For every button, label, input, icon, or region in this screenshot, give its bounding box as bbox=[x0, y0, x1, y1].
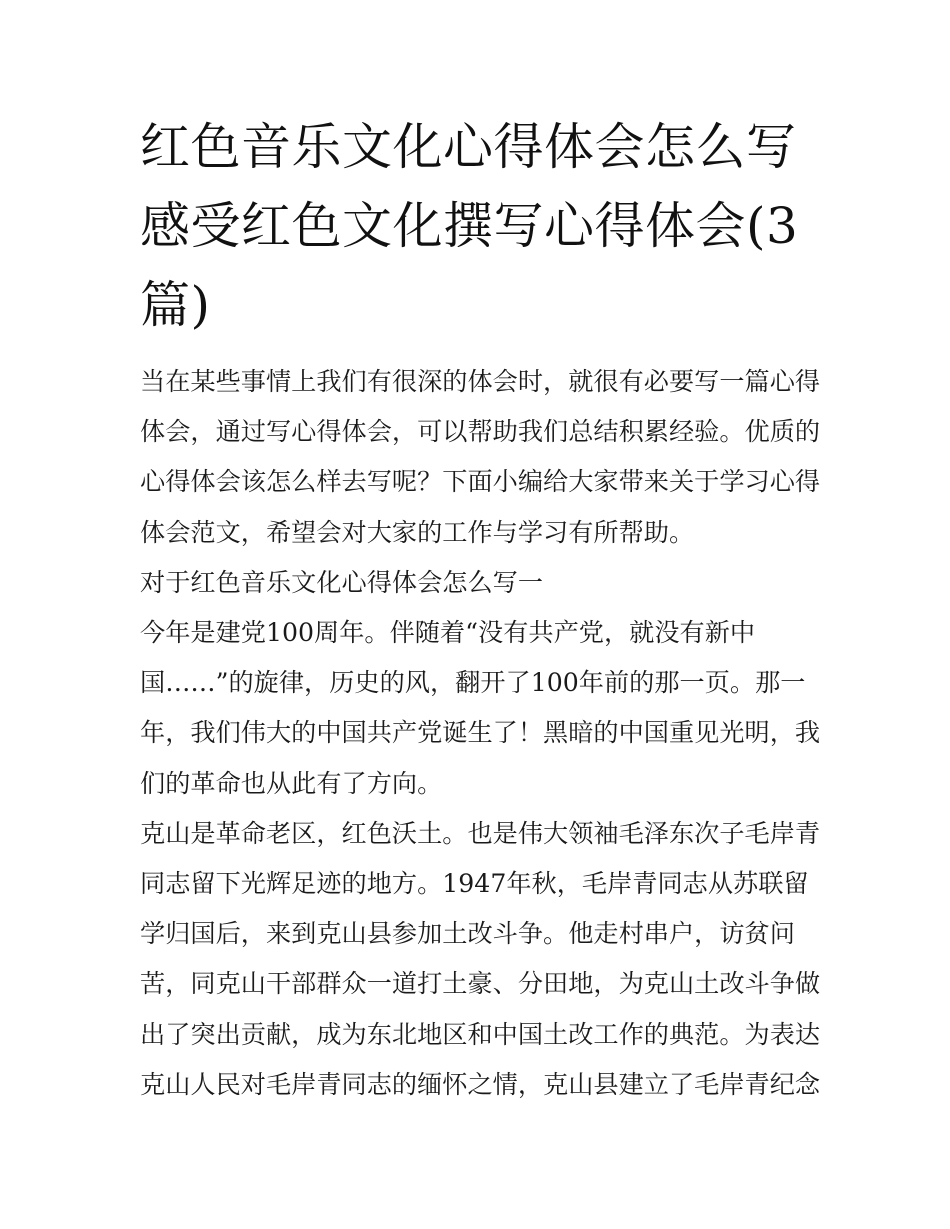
text-line: 年，我们伟大的中国共产党诞生了！黑暗的中国重见光明，我 bbox=[140, 718, 821, 748]
text-line: 心得体会该怎么样去写呢？下面小编给大家带来关于学习心得 bbox=[140, 467, 821, 497]
text-line: 克山是革命老区，红色沃土。也是伟大领袖毛泽东次子毛岸青 bbox=[140, 818, 821, 848]
text-line: 克山人民对毛岸青同志的缅怀之情，克山县建立了毛岸青纪念 bbox=[140, 1069, 821, 1099]
document-body bbox=[140, 357, 821, 1110]
text-line: 国……”的旋律，历史的风，翻开了100年前的那一页。那一 bbox=[140, 668, 806, 698]
text-line: 出了突出贡献，成为东北地区和中国土改工作的典范。为表达 bbox=[140, 1019, 821, 1049]
text-line: 们的革命也从此有了方向。 bbox=[140, 768, 443, 798]
title-line: 感受红色文化撰写心得体会(3 bbox=[140, 197, 799, 255]
text-line: 对于红色音乐文化心得体会怎么写一 bbox=[140, 567, 543, 597]
text-line: 今年是建党100周年。伴随着“没有共产党，就没有新中 bbox=[140, 618, 756, 648]
intro-paragraph bbox=[140, 357, 821, 558]
body-paragraph bbox=[140, 608, 821, 809]
section-heading bbox=[140, 558, 814, 608]
text-line: 学归国后，来到克山县参加土改斗争。他走村串户，访贫问 bbox=[140, 919, 795, 949]
title-line: 红色音乐文化心得体会怎么写 bbox=[140, 118, 797, 176]
text-line: 体会范文，希望会对大家的工作与学习有所帮助。 bbox=[140, 517, 695, 547]
text-line: 体会，通过写心得体会，可以帮助我们总结积累经验。优质的 bbox=[140, 417, 821, 447]
document-content bbox=[140, 108, 821, 1110]
text-line: 苦，同克山干部群众一道打土豪、分田地，为克山土改斗争做 bbox=[140, 969, 821, 999]
title-line: 篇) bbox=[140, 276, 211, 334]
body-paragraph bbox=[140, 809, 821, 1110]
document-title bbox=[140, 108, 814, 345]
text-line: 同志留下光辉足迹的地方。1947年秋，毛岸青同志从苏联留 bbox=[140, 869, 809, 899]
text-line: 当在某些事情上我们有很深的体会时，就很有必要写一篇心得 bbox=[140, 367, 821, 396]
